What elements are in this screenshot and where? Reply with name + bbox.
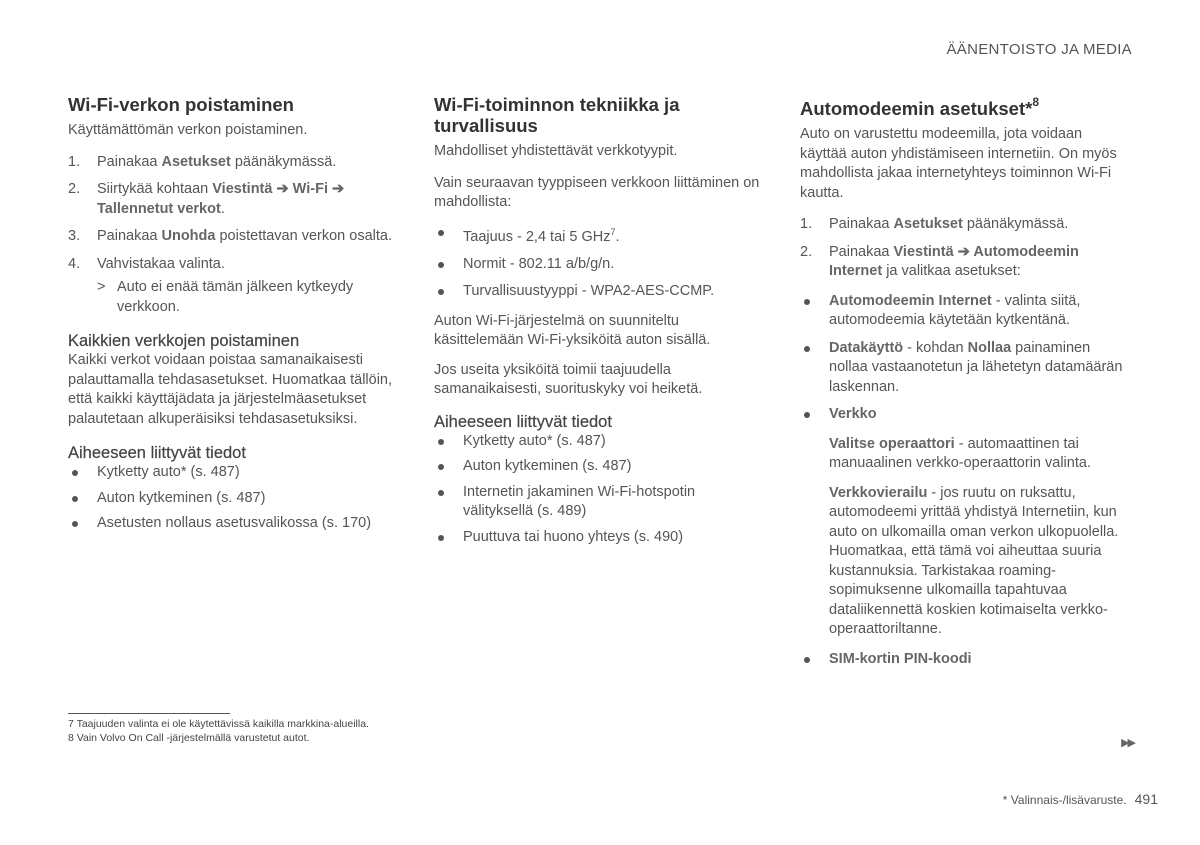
list-item[interactable]: Kytketty auto* (s. 487) — [434, 432, 766, 452]
related-list — [68, 463, 398, 534]
arrow-icon: ➔ — [272, 181, 293, 197]
footnotes — [68, 717, 369, 745]
list-item: SIM-kortin PIN-koodi — [800, 650, 1132, 670]
arrow-icon: ➔ — [327, 181, 345, 197]
bullet-icon — [438, 439, 444, 445]
section-header: ÄÄNENTOISTO JA MEDIA — [946, 41, 1132, 58]
heading-related: Aiheeseen liittyvät tiedot — [434, 412, 612, 431]
para-performance: Jos useita yksiköitä toimii taajuudella samanaikaisesti, suorituskyky voi heiketä. — [434, 361, 703, 398]
page-number: 491 — [1134, 791, 1158, 807]
step-4: 4. Vahvistakaa valinta. > Auto ei enää tämän jälkeen kytkeydy verkkoon. — [68, 255, 398, 318]
bullet-icon — [438, 262, 444, 268]
sim-list — [800, 650, 1132, 670]
step-2: 2. Painakaa Viestintä ➔ Automodeemin Internet ja valitkaa asetukset: — [800, 243, 1079, 280]
list-item: Automodeemin Internet - valinta siitä, automodeemia käytetään kytkentänä. — [800, 292, 1132, 331]
list-item: Taajuus - 2,4 tai 5 GHz$^7$. — [434, 223, 766, 247]
bullet-icon — [438, 289, 444, 295]
footnote-7: 7 Taajuuden valinta ei ole käytettävissä kaikilla markkina-alueilla. — [68, 718, 369, 730]
footnote-divider — [68, 713, 230, 714]
heading-wifi-tech: Wi-Fi-toiminnon tekniikka ja turvallisuus — [434, 94, 680, 136]
bullet-icon — [72, 521, 78, 527]
column-modem-settings — [800, 94, 1132, 679]
next-page-icon: ▶▶ — [1121, 737, 1134, 749]
step-2: 2. Siirtykää kohtaan Viestintä ➔ Wi-Fi ➔ Tallennetut verkot. — [68, 181, 345, 217]
list-item[interactable]: Auton kytkeminen (s. 487) — [434, 457, 766, 477]
bullet-icon — [438, 230, 444, 236]
step-result: > Auto ei enää tämän jälkeen kytkeydy verkkoon. — [97, 279, 354, 315]
step-3: 3. Painakaa Unohda poistettavan verkon osalta. — [68, 228, 392, 244]
steps-list — [68, 153, 398, 318]
related-list — [434, 432, 766, 548]
lead-wifi-remove: Käyttämättömän verkon poistaminen. — [68, 122, 308, 138]
para-roaming: Verkkovierailu - jos ruutu on ruksattu, automodeemi yrittää yhdistyä Internetiin, kun auto on ulkomailla oman verkon ulkopuolella. Huomatkaa, että tämä voi aiheuttaa suuria kustannuksia. Tarkistakaa roaming-sopimuksenne ulkomailla tapahtuvaa dataliikennettä koskien kotimaiselta verkko-operaattoriltanne. — [829, 484, 1119, 638]
page-footer — [1003, 791, 1158, 807]
bullet-icon — [438, 535, 444, 541]
bullet-icon — [72, 496, 78, 502]
bullet-icon — [804, 299, 810, 305]
list-item: Turvallisuustyyppi - WPA2-AES-CCMP. — [434, 282, 766, 302]
bullet-icon — [72, 470, 78, 476]
bullet-icon — [804, 412, 810, 418]
step-1: 1. Painakaa Asetukset päänäkymässä. — [800, 216, 1069, 233]
list-item: Datakäyttö - kohdan Nollaa painaminen nollaa vastaanotetun ja lähetetyn datamäärän laskennan. — [800, 339, 1132, 398]
heading-remove-all: Kaikkien verkkojen poistaminen — [68, 332, 300, 350]
asetukset-link: Asetukset — [161, 153, 231, 170]
column-wifi-tech — [434, 94, 766, 557]
bullet-icon — [804, 346, 810, 352]
lead-modem: Auto on varustettu modeemilla, jota voidaan käyttää auton yhdistämiseen internetiin. On myös mahdollista jakaa internetyhteys toiminnon Wi-Fi kautta. — [800, 126, 1117, 201]
footnote-8: 8 Vain Volvo On Call -järjestelmällä varustetut autot. — [68, 732, 310, 744]
list-item[interactable]: Asetusten nollaus asetusvalikossa (s. 170) — [68, 514, 398, 534]
arrow-icon: ➔ — [953, 243, 974, 260]
result-marker-icon: > — [97, 279, 106, 295]
bullet-icon — [438, 490, 444, 496]
para-design: Auton Wi-Fi-järjestelmä on suunniteltu käsittelemään Wi-Fi-yksiköitä auton sisällä. — [434, 312, 711, 349]
para-remove-all: Kaikki verkot voidaan poistaa samanaikaisesti palauttamalla tehdasasetukset. Huomatkaa tällöin, että kaikki käyttäjädata ja järjestelmäasetukset palautetaan alkuperäisiksi tehdasasetuksiksi. — [68, 352, 393, 427]
bullet-icon — [438, 464, 444, 470]
list-item: Verkko — [800, 405, 1132, 425]
para-intro: Vain seuraavan tyyppiseen verkkoon liittäminen on mahdollista: — [434, 174, 760, 210]
list-item: Normit - 802.11 a/b/g/n. — [434, 255, 766, 275]
list-item[interactable]: Kytketty auto* (s. 487) — [68, 463, 398, 483]
lead-wifi-tech: Mahdolliset yhdistettävät verkkotyypit. — [434, 143, 678, 159]
step-1: 1. Painakaa Asetukset päänäkymässä. — [68, 153, 337, 170]
settings-list — [800, 292, 1132, 425]
column-wifi-remove — [68, 94, 398, 544]
list-item[interactable]: Internetin jakaminen Wi-Fi-hotspotin välityksellä (s. 489) — [434, 483, 766, 522]
spec-list — [434, 223, 766, 302]
steps-list — [800, 215, 1132, 282]
optional-note: * Valinnais-/lisävaruste. — [1002, 793, 1127, 807]
heading-related: Aiheeseen liittyvät tiedot — [68, 444, 246, 462]
list-item[interactable]: Auton kytkeminen (s. 487) — [68, 489, 398, 509]
bullet-icon — [804, 657, 810, 663]
heading-wifi-remove: Wi-Fi-verkon poistaminen — [68, 94, 294, 115]
list-item[interactable]: Puuttuva tai huono yhteys (s. 490) — [434, 528, 766, 548]
heading-modem-settings: Automodeemin asetukset*$^8$ — [800, 95, 1040, 120]
para-operator: Valitse operaattori - automaattinen tai manuaalinen verkko-operaattorin valinta. — [829, 435, 1091, 472]
